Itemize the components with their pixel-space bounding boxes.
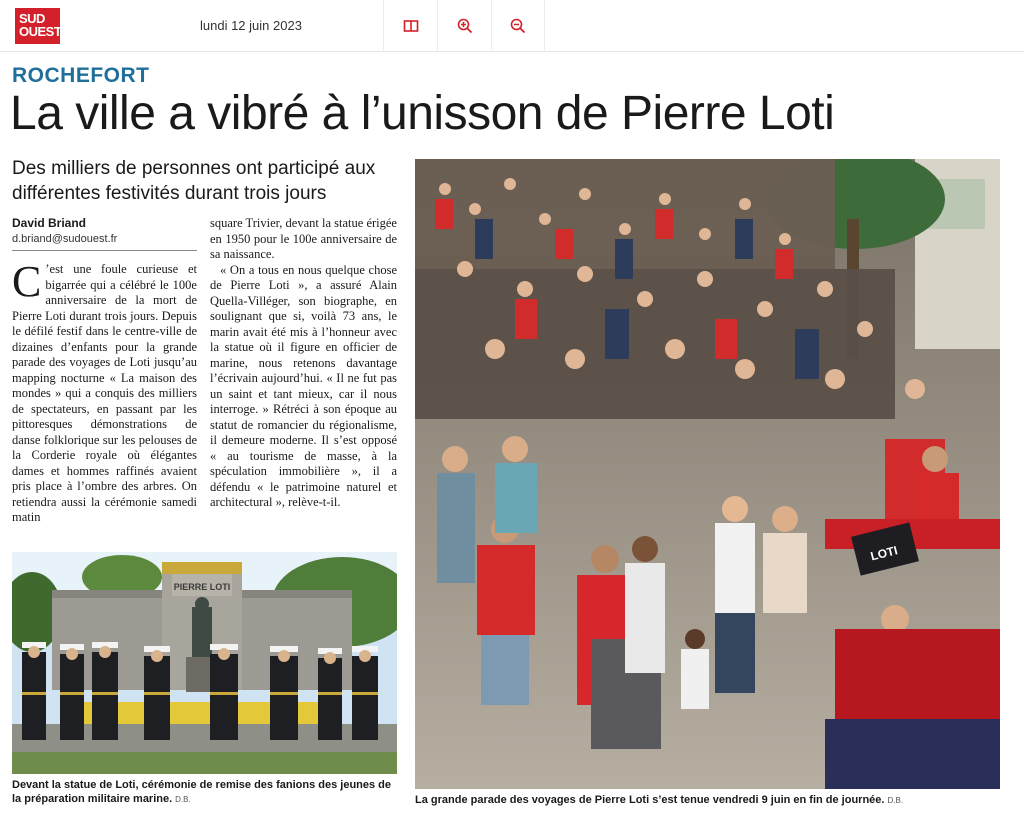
- paragraph-1: ’est une foule curieuse et bigarrée qui a célébré le 100e anniversaire de la mort de Pierre Loti durant trois jours. Depuis le défilé festif dans le centre-ville de dizaines d’enfants pour la grande parade des voyages de Loti jusqu’au mapping nocturne « La maison des mondes » qui a conquis des milliers de spectateurs, en passant par les pittoresques démonstrations de danse folklorique sur les pelouses de la Corderie royale où élégantes dames et hommes raffinés avaient pris place à l’ombre des arbres. On retiendra aussi la cérémonie samedi matin: [12, 262, 197, 524]
- zoom-out-icon: [510, 18, 526, 34]
- ceremony-caption-text: Devant la statue de Loti, cérémonie de remise des fanions des jeunes de la préparation militaire marine.: [12, 779, 392, 805]
- drop-cap: C: [12, 257, 42, 306]
- reader-toolbar: [0, 0, 1024, 52]
- parade-photo-caption: [415, 793, 1015, 808]
- article-column-2: [210, 216, 397, 511]
- issue-date: lundi 12 juin 2023: [200, 18, 302, 33]
- parade-photo-credit: D.B.: [887, 796, 904, 805]
- paragraph-2: square Trivier, devant la statue érigée en 1950 pour le 100e anniversaire de sa naissance.: [210, 216, 397, 261]
- logo-line-1: SUD: [19, 11, 45, 26]
- two-page-view-icon: [403, 18, 419, 34]
- ceremony-photo-illustration: [12, 552, 397, 774]
- section-kicker: ROCHEFORT: [12, 64, 150, 87]
- author-email[interactable]: d.briand@sudouest.fr: [12, 233, 118, 245]
- monument-sign-text: PIERRE LOTI: [173, 582, 231, 592]
- zoom-in-button[interactable]: [437, 0, 491, 52]
- ceremony-photo-credit: D.B.: [175, 795, 191, 804]
- ceremony-photo[interactable]: [12, 552, 397, 774]
- zoom-out-button[interactable]: [491, 0, 545, 52]
- sud-ouest-logo[interactable]: [15, 8, 60, 44]
- article-column-1: [12, 257, 197, 526]
- two-page-view-button[interactable]: [383, 0, 437, 52]
- parade-photo[interactable]: [415, 159, 1000, 789]
- article-headline: La ville a vibré à l’unisson de Pierre Loti: [10, 87, 835, 140]
- float-banner-text: LOTI: [869, 543, 899, 564]
- logo-line-2: OUEST: [19, 24, 62, 39]
- zoom-in-icon: [457, 18, 473, 34]
- paragraph-3: « On a tous en nous quelque chose de Pierre Loti », a assuré Alain Quella-Villéger, son biographe, en soulignant que si, voilà 73 ans, le marin avait été mis à l’honneur avec la statue où il figure en officier de marine, nous retenons davantage l’écrivain aujourd’hui. « Il ne fut pas un saint et tant mieux, car il nous interroge. » Rétréci à son époque au statut de romancier du régionalisme, il demeure moderne. Il s’est opposé « au tourisme de masse, à la spéculation immobilière », il a défendu « le patrimoine naturel et architectural », relève-t-il.: [210, 262, 397, 509]
- ceremony-photo-caption: [12, 778, 402, 807]
- author-divider: [12, 250, 197, 251]
- author-name: David Briand: [12, 216, 87, 230]
- parade-photo-illustration: [415, 159, 1000, 789]
- parade-caption-text: La grande parade des voyages de Pierre Loti s’est tenue vendredi 9 juin en fin de journée.: [415, 794, 885, 806]
- article-subhead: Des milliers de personnes ont participé aux différentes festivités durant trois jours: [12, 158, 376, 204]
